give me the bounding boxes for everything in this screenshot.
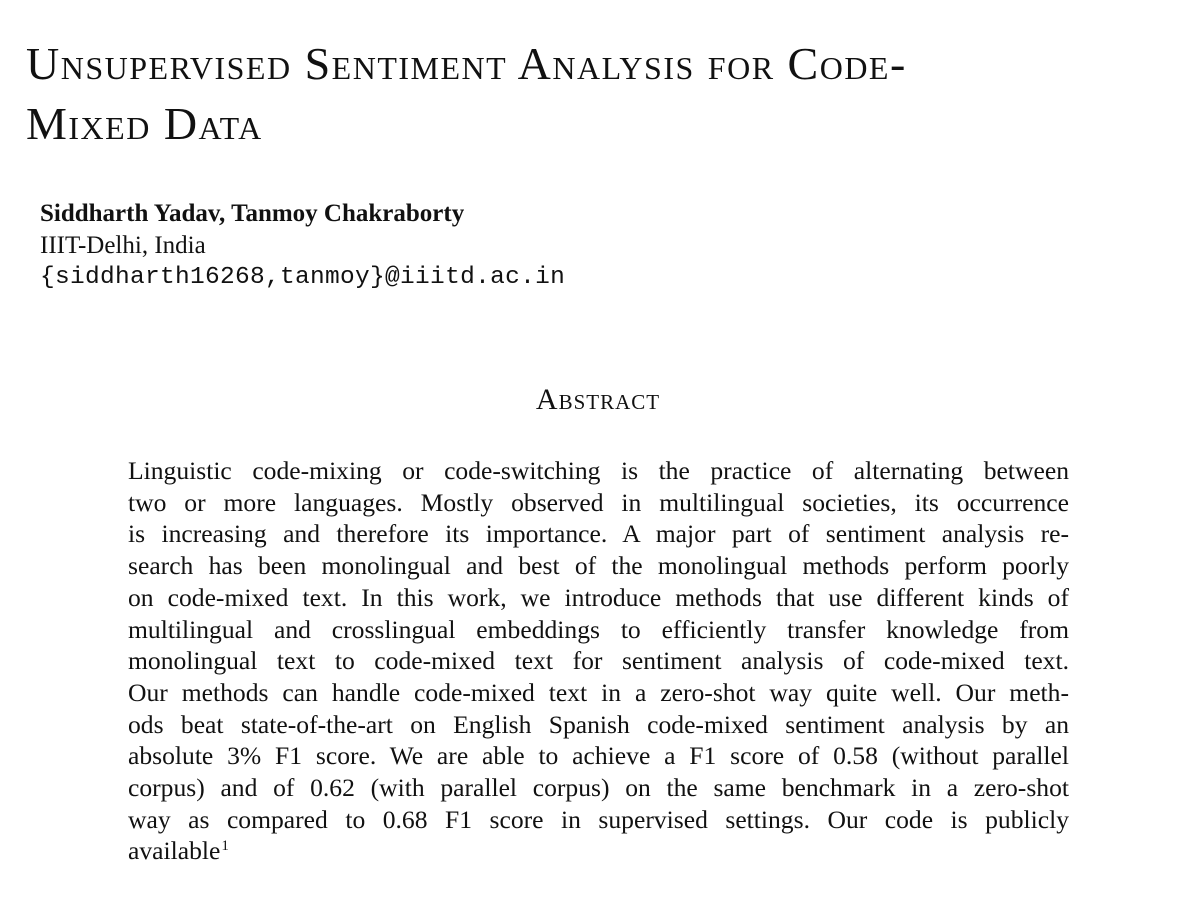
abstract-line: monolingual text to code-mixed text for sentiment analysis of code-mixed text.	[128, 646, 1069, 676]
abstract-line: corpus) and of 0.62 (with parallel corpus) on the same benchmark in a zero-shot	[128, 773, 1069, 803]
abstract-line: absolute 3% F1 score. We are able to achieve a F1 score of 0.58 (without parallel	[128, 741, 1069, 771]
title-line-1: Unsupervised Sentiment Analysis for Code-	[26, 38, 907, 89]
title-line-2: Mixed Data	[26, 98, 263, 149]
author-email: {siddharth16268,tanmoy}@iiitd.ac.in	[40, 264, 566, 291]
abstract-line: ods beat state-of-the-art on English Spanish code-mixed sentiment analysis by an	[128, 709, 1069, 739]
author-affiliation: IIIT-Delhi, India	[40, 232, 206, 259]
abstract-line: multilingual and crosslingual embeddings to efficiently transfer knowledge from	[128, 614, 1069, 644]
abstract-line: on code-mixed text. In this work, we introduce methods that use different kinds of	[128, 582, 1069, 612]
author-block	[40, 198, 565, 294]
abstract-last-word: available	[128, 836, 221, 866]
abstract-line: Linguistic code-mixing or code-switching is the practice of alternating between	[128, 456, 1069, 485]
abstract-line: search has been monolingual and best of the monolingual methods perform poorly	[128, 551, 1069, 581]
footnote-marker[interactable]: 1	[221, 838, 229, 855]
abstract-heading: Abstract	[535, 383, 661, 416]
author-names: Siddharth Yadav, Tanmoy Chakraborty	[40, 200, 465, 227]
abstract-line: Our methods can handle code-mixed text in a zero-shot way quite well. Our meth-	[128, 677, 1069, 707]
abstract-body	[128, 455, 1069, 867]
abstract-line: two or more languages. Mostly observed in multilingual societies, its occurrence	[128, 487, 1069, 517]
paper-title	[26, 34, 1186, 154]
abstract-line-last	[128, 835, 1069, 867]
abstract-line: is increasing and therefore its importance. A major part of sentiment analysis re-	[128, 519, 1069, 549]
abstract-line: way as compared to 0.68 F1 score in supervised settings. Our code is publicly	[128, 804, 1069, 834]
